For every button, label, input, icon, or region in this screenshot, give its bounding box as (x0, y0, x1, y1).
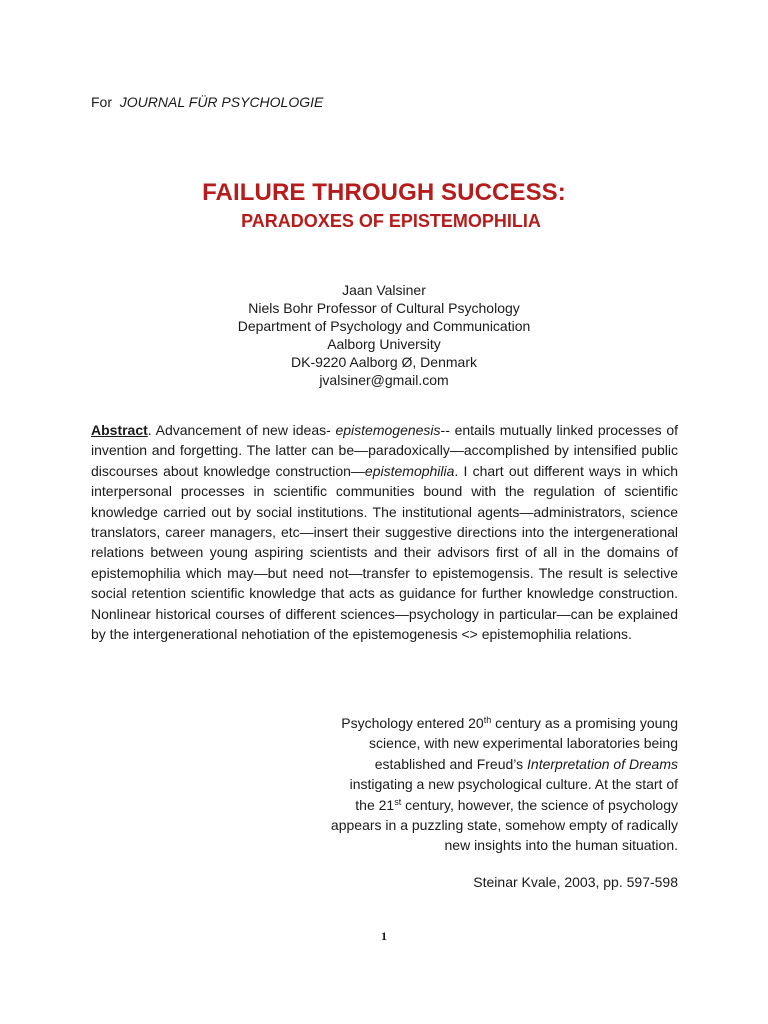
abstract-text-1: . Advancement of new ideas- (147, 422, 336, 438)
author-department: Department of Psychology and Communication (237, 318, 531, 334)
journal-line (91, 92, 323, 112)
abstract-label: Abstract (91, 422, 148, 438)
author-university: Aalborg University (327, 336, 441, 352)
epigraph-line (268, 754, 678, 774)
journal-prefix: For (91, 94, 112, 110)
author-block (0, 281, 768, 389)
page-number: 1 (381, 929, 387, 943)
epigraph-line: science, with new experimental laboratories being (369, 735, 678, 752)
epigraph-line: appears in a puzzling state, somehow empty of radically (330, 817, 678, 834)
epigraph-text: century, however, the science of psychology (401, 796, 678, 813)
epigraph-line (268, 713, 678, 733)
epigraph-text: the 21 (355, 796, 395, 813)
abstract-text-2: -- entails mutually linked processes of invention and forgetting. The latter can be—paradoxically—accomplished by intensified public discourses about knowledge construction— (91, 422, 678, 479)
epigraph (268, 713, 678, 856)
epigraph-text: established and Freud’s (374, 755, 528, 772)
abstract-term-epistemogenesis: epistemogenesis (335, 422, 441, 438)
epigraph-text: Psychology entered 20 (341, 715, 484, 731)
epigraph-line: instigating a new psychological culture. At the start of (349, 776, 678, 793)
epigraph-superscript: st (394, 796, 402, 807)
paper-title: FAILURE THROUGH SUCCESS: (202, 179, 566, 206)
epigraph-text: century as a promising young (491, 715, 678, 731)
epigraph-citation: Steinar Kvale, 2003, pp. 597-598 (473, 874, 678, 890)
author-name: Jaan Valsiner (342, 282, 426, 298)
abstract-term-epistemophilia: epistemophilia (364, 462, 455, 479)
abstract (91, 420, 678, 644)
epigraph-line: new insights into the human situation. (444, 837, 678, 854)
author-email: jvalsiner@gmail.com (319, 372, 449, 388)
author-position: Niels Bohr Professor of Cultural Psychology (248, 300, 520, 316)
author-address: DK-9220 Aalborg Ø, Denmark (291, 354, 477, 370)
epigraph-line (268, 795, 678, 815)
abstract-text-3: . I chart out different ways in which interpersonal processes in scientific communities bound with the regulation of scientific knowledge carried out by social institutions. The institutional agents—administrators, science translators, career managers, etc—insert their suggestive directions into the intergenerational relations between young aspiring scientists and their advisors first of all in the domains of epistemophilia which may—but need not—transfer to epistemogensis. The result is selective social retention scientific knowledge that acts as guidance for further knowledge construction. Nonlinear historical courses of different sciences—psychology in particular—can be explained by the intergenerational nehotiation of the epistemogenesis <> epistemophilia relations. (91, 462, 678, 643)
journal-name: JOURNAL FÜR PSYCHOLOGIE (119, 94, 324, 110)
epigraph-superscript: th (483, 715, 492, 725)
paper-subtitle: PARADOXES OF EPISTEMOPHILIA (241, 211, 541, 231)
epigraph-book-title: Interpretation of Dreams (527, 755, 678, 772)
